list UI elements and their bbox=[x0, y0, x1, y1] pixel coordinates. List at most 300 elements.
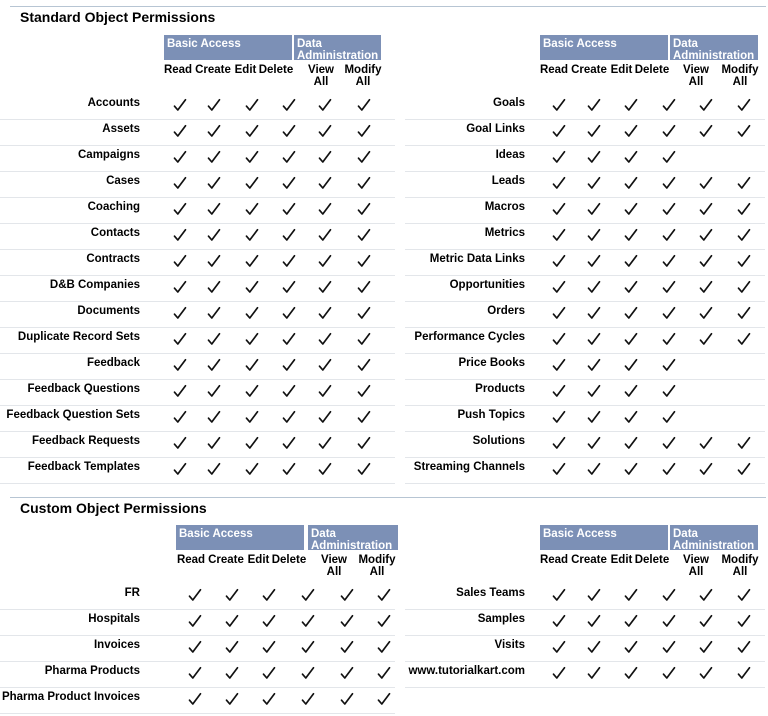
permission-row bbox=[0, 120, 395, 146]
object-label: Visits bbox=[494, 639, 525, 651]
permission-row bbox=[405, 120, 765, 146]
checkmark-icon bbox=[225, 666, 239, 680]
checkmark-icon bbox=[282, 280, 296, 294]
permission-row bbox=[405, 328, 765, 354]
checkmark-icon bbox=[699, 98, 713, 112]
checkmark-icon bbox=[552, 436, 566, 450]
permission-row bbox=[0, 354, 395, 380]
row-divider bbox=[405, 483, 765, 484]
checkmark-icon bbox=[662, 176, 676, 190]
permission-row bbox=[0, 610, 395, 636]
permission-row bbox=[405, 354, 765, 380]
checkmark-icon bbox=[357, 98, 371, 112]
permission-row bbox=[405, 94, 765, 120]
permission-row bbox=[0, 302, 395, 328]
checkmark-icon bbox=[340, 666, 354, 680]
column-header-view-all: View All bbox=[321, 554, 347, 578]
permission-row bbox=[405, 432, 765, 458]
checkmark-icon bbox=[699, 202, 713, 216]
permission-row bbox=[405, 276, 765, 302]
object-label: Documents bbox=[77, 305, 140, 317]
checkmark-icon bbox=[737, 462, 751, 476]
checkmark-icon bbox=[552, 614, 566, 628]
checkmark-icon bbox=[188, 588, 202, 602]
checkmark-icon bbox=[318, 150, 332, 164]
permission-row bbox=[405, 250, 765, 276]
checkmark-icon bbox=[737, 98, 751, 112]
checkmark-icon bbox=[188, 640, 202, 654]
checkmark-icon bbox=[318, 176, 332, 190]
checkmark-icon bbox=[245, 202, 259, 216]
checkmark-icon bbox=[587, 410, 601, 424]
permission-row bbox=[0, 662, 395, 688]
data-administration-group-header: Data Administration bbox=[308, 525, 398, 550]
checkmark-icon bbox=[662, 410, 676, 424]
checkmark-icon bbox=[357, 280, 371, 294]
checkmark-icon bbox=[699, 588, 713, 602]
checkmark-icon bbox=[552, 384, 566, 398]
object-label: Cases bbox=[106, 175, 140, 187]
checkmark-icon bbox=[225, 640, 239, 654]
checkmark-icon bbox=[624, 436, 638, 450]
column-header-delete: Delete bbox=[634, 554, 670, 566]
checkmark-icon bbox=[552, 306, 566, 320]
object-label: Opportunities bbox=[449, 279, 525, 291]
checkmark-icon bbox=[662, 306, 676, 320]
checkmark-icon bbox=[225, 692, 239, 706]
checkmark-icon bbox=[207, 462, 221, 476]
checkmark-icon bbox=[173, 462, 187, 476]
checkmark-icon bbox=[282, 228, 296, 242]
checkmark-icon bbox=[340, 692, 354, 706]
checkmark-icon bbox=[173, 228, 187, 242]
checkmark-icon bbox=[624, 614, 638, 628]
checkmark-icon bbox=[318, 254, 332, 268]
checkmark-icon bbox=[282, 150, 296, 164]
row-divider bbox=[0, 713, 395, 714]
permission-row bbox=[405, 610, 765, 636]
data-administration-group-header: Data Administration bbox=[670, 35, 758, 60]
checkmark-icon bbox=[624, 254, 638, 268]
object-label: Solutions bbox=[472, 435, 525, 447]
checkmark-icon bbox=[624, 98, 638, 112]
checkmark-icon bbox=[188, 614, 202, 628]
permission-row bbox=[0, 94, 395, 120]
checkmark-icon bbox=[318, 410, 332, 424]
checkmark-icon bbox=[587, 588, 601, 602]
column-header-create: Create bbox=[208, 554, 244, 566]
checkmark-icon bbox=[207, 176, 221, 190]
checkmark-icon bbox=[587, 384, 601, 398]
checkmark-icon bbox=[587, 254, 601, 268]
checkmark-icon bbox=[699, 436, 713, 450]
checkmark-icon bbox=[377, 640, 391, 654]
checkmark-icon bbox=[737, 436, 751, 450]
checkmark-icon bbox=[737, 254, 751, 268]
checkmark-icon bbox=[318, 384, 332, 398]
checkmark-icon bbox=[357, 228, 371, 242]
column-header-read: Read bbox=[539, 64, 569, 76]
permission-row bbox=[0, 380, 395, 406]
checkmark-icon bbox=[624, 588, 638, 602]
checkmark-icon bbox=[282, 384, 296, 398]
checkmark-icon bbox=[624, 332, 638, 346]
checkmark-icon bbox=[245, 436, 259, 450]
permission-row bbox=[405, 636, 765, 662]
permission-row bbox=[0, 250, 395, 276]
checkmark-icon bbox=[699, 332, 713, 346]
basic-access-group-header: Basic Access bbox=[164, 35, 292, 60]
checkmark-icon bbox=[245, 124, 259, 138]
checkmark-icon bbox=[737, 588, 751, 602]
basic-access-group-header: Basic Access bbox=[176, 525, 304, 550]
permission-row bbox=[405, 380, 765, 406]
permission-row bbox=[0, 688, 395, 714]
section-title: Custom Object Permissions bbox=[20, 500, 207, 516]
object-label: Feedback bbox=[86, 357, 140, 369]
checkmark-icon bbox=[624, 462, 638, 476]
object-label: Performance Cycles bbox=[414, 331, 525, 343]
checkmark-icon bbox=[207, 306, 221, 320]
checkmark-icon bbox=[207, 202, 221, 216]
checkmark-icon bbox=[624, 280, 638, 294]
checkmark-icon bbox=[282, 436, 296, 450]
checkmark-icon bbox=[587, 614, 601, 628]
checkmark-icon bbox=[282, 98, 296, 112]
checkmark-icon bbox=[587, 666, 601, 680]
checkmark-icon bbox=[207, 410, 221, 424]
checkmark-icon bbox=[662, 436, 676, 450]
checkmark-icon bbox=[318, 436, 332, 450]
row-divider bbox=[405, 687, 765, 688]
column-header-edit: Edit bbox=[234, 64, 257, 76]
checkmark-icon bbox=[282, 254, 296, 268]
checkmark-icon bbox=[245, 384, 259, 398]
permission-row bbox=[0, 172, 395, 198]
column-header-read: Read bbox=[176, 554, 206, 566]
column-header-view-all: View All bbox=[683, 64, 709, 88]
checkmark-icon bbox=[282, 462, 296, 476]
checkmark-icon bbox=[207, 332, 221, 346]
checkmark-icon bbox=[207, 254, 221, 268]
object-label: Leads bbox=[491, 175, 525, 187]
checkmark-icon bbox=[301, 588, 315, 602]
object-label: Metric Data Links bbox=[429, 253, 525, 265]
checkmark-icon bbox=[662, 202, 676, 216]
checkmark-icon bbox=[245, 176, 259, 190]
checkmark-icon bbox=[188, 666, 202, 680]
checkmark-icon bbox=[357, 358, 371, 372]
checkmark-icon bbox=[377, 666, 391, 680]
checkmark-icon bbox=[587, 332, 601, 346]
permission-row bbox=[405, 584, 765, 610]
checkmark-icon bbox=[245, 254, 259, 268]
object-label: Hospitals bbox=[88, 613, 140, 625]
checkmark-icon bbox=[662, 588, 676, 602]
checkmark-icon bbox=[282, 410, 296, 424]
checkmark-icon bbox=[245, 228, 259, 242]
checkmark-icon bbox=[282, 306, 296, 320]
checkmark-icon bbox=[699, 124, 713, 138]
custom-permissions-table-right bbox=[405, 499, 765, 677]
checkmark-icon bbox=[173, 358, 187, 372]
checkmark-icon bbox=[282, 124, 296, 138]
checkmark-icon bbox=[377, 588, 391, 602]
checkmark-icon bbox=[207, 358, 221, 372]
checkmark-icon bbox=[624, 306, 638, 320]
checkmark-icon bbox=[737, 614, 751, 628]
section-title: Standard Object Permissions bbox=[20, 9, 216, 25]
checkmark-icon bbox=[699, 306, 713, 320]
checkmark-icon bbox=[357, 254, 371, 268]
checkmark-icon bbox=[340, 640, 354, 654]
column-header-modify-all: Modify All bbox=[344, 64, 382, 88]
checkmark-icon bbox=[173, 410, 187, 424]
checkmark-icon bbox=[662, 384, 676, 398]
checkmark-icon bbox=[207, 384, 221, 398]
checkmark-icon bbox=[662, 124, 676, 138]
checkmark-icon bbox=[662, 332, 676, 346]
checkmark-icon bbox=[662, 462, 676, 476]
checkmark-icon bbox=[173, 124, 187, 138]
standard-permissions-table-right bbox=[405, 8, 765, 473]
checkmark-icon bbox=[624, 150, 638, 164]
checkmark-icon bbox=[262, 588, 276, 602]
checkmark-icon bbox=[662, 280, 676, 294]
checkmark-icon bbox=[552, 124, 566, 138]
checkmark-icon bbox=[587, 150, 601, 164]
checkmark-icon bbox=[699, 614, 713, 628]
column-header-view-all: View All bbox=[308, 64, 334, 88]
row-divider bbox=[0, 483, 395, 484]
object-label: Price Books bbox=[458, 357, 525, 369]
object-label: www.tutorialkart.com bbox=[408, 665, 525, 677]
checkmark-icon bbox=[173, 98, 187, 112]
checkmark-icon bbox=[173, 384, 187, 398]
checkmark-icon bbox=[377, 614, 391, 628]
permission-row bbox=[405, 224, 765, 250]
checkmark-icon bbox=[301, 614, 315, 628]
checkmark-icon bbox=[587, 306, 601, 320]
checkmark-icon bbox=[318, 228, 332, 242]
checkmark-icon bbox=[357, 436, 371, 450]
checkmark-icon bbox=[737, 306, 751, 320]
checkmark-icon bbox=[282, 332, 296, 346]
permission-row bbox=[405, 406, 765, 432]
data-administration-group-header: Data Administration bbox=[294, 35, 381, 60]
checkmark-icon bbox=[207, 436, 221, 450]
object-label: D&B Companies bbox=[49, 279, 140, 291]
checkmark-icon bbox=[587, 176, 601, 190]
checkmark-icon bbox=[662, 614, 676, 628]
checkmark-icon bbox=[173, 150, 187, 164]
checkmark-icon bbox=[624, 640, 638, 654]
checkmark-icon bbox=[737, 280, 751, 294]
checkmark-icon bbox=[587, 436, 601, 450]
object-label: Assets bbox=[102, 123, 140, 135]
permission-row bbox=[0, 406, 395, 432]
object-label: Contracts bbox=[86, 253, 140, 265]
checkmark-icon bbox=[737, 124, 751, 138]
column-header-create: Create bbox=[571, 554, 607, 566]
checkmark-icon bbox=[624, 358, 638, 372]
column-header-view-all: View All bbox=[683, 554, 709, 578]
checkmark-icon bbox=[318, 124, 332, 138]
checkmark-icon bbox=[587, 228, 601, 242]
checkmark-icon bbox=[587, 98, 601, 112]
permission-row bbox=[0, 458, 395, 484]
checkmark-icon bbox=[662, 150, 676, 164]
checkmark-icon bbox=[262, 666, 276, 680]
checkmark-icon bbox=[357, 150, 371, 164]
checkmark-icon bbox=[662, 640, 676, 654]
checkmark-icon bbox=[318, 462, 332, 476]
column-header-delete: Delete bbox=[271, 554, 307, 566]
column-header-modify-all: Modify All bbox=[358, 554, 396, 578]
checkmark-icon bbox=[699, 666, 713, 680]
object-label: Streaming Channels bbox=[413, 461, 525, 473]
checkmark-icon bbox=[624, 666, 638, 680]
checkmark-icon bbox=[552, 228, 566, 242]
checkmark-icon bbox=[245, 410, 259, 424]
object-label: Ideas bbox=[495, 149, 525, 161]
checkmark-icon bbox=[357, 202, 371, 216]
checkmark-icon bbox=[301, 692, 315, 706]
custom-permissions-table-left bbox=[0, 499, 396, 703]
checkmark-icon bbox=[587, 358, 601, 372]
checkmark-icon bbox=[282, 202, 296, 216]
checkmark-icon bbox=[624, 202, 638, 216]
checkmark-icon bbox=[173, 306, 187, 320]
checkmark-icon bbox=[301, 666, 315, 680]
basic-access-group-header: Basic Access bbox=[540, 35, 668, 60]
checkmark-icon bbox=[377, 692, 391, 706]
object-label: Samples bbox=[477, 613, 525, 625]
object-label: Goal Links bbox=[466, 123, 525, 135]
checkmark-icon bbox=[282, 176, 296, 190]
checkmark-icon bbox=[207, 124, 221, 138]
checkmark-icon bbox=[552, 98, 566, 112]
checkmark-icon bbox=[552, 666, 566, 680]
checkmark-icon bbox=[737, 202, 751, 216]
checkmark-icon bbox=[173, 202, 187, 216]
checkmark-icon bbox=[737, 666, 751, 680]
object-label: Sales Teams bbox=[456, 587, 525, 599]
standard-permissions-table-left bbox=[0, 8, 395, 473]
checkmark-icon bbox=[699, 462, 713, 476]
checkmark-icon bbox=[587, 280, 601, 294]
checkmark-icon bbox=[699, 640, 713, 654]
checkmark-icon bbox=[207, 150, 221, 164]
object-label: Macros bbox=[484, 201, 525, 213]
permission-row bbox=[0, 636, 395, 662]
column-header-delete: Delete bbox=[258, 64, 294, 76]
column-header-modify-all: Modify All bbox=[721, 64, 759, 88]
column-header-edit: Edit bbox=[610, 554, 633, 566]
data-administration-group-header: Data Administration bbox=[670, 525, 758, 550]
permission-row bbox=[0, 224, 395, 250]
checkmark-icon bbox=[624, 228, 638, 242]
checkmark-icon bbox=[340, 614, 354, 628]
checkmark-icon bbox=[318, 202, 332, 216]
checkmark-icon bbox=[662, 254, 676, 268]
checkmark-icon bbox=[225, 614, 239, 628]
checkmark-icon bbox=[340, 588, 354, 602]
checkmark-icon bbox=[699, 228, 713, 242]
checkmark-icon bbox=[699, 254, 713, 268]
permission-row bbox=[0, 432, 395, 458]
checkmark-icon bbox=[699, 280, 713, 294]
object-label: Orders bbox=[487, 305, 525, 317]
checkmark-icon bbox=[357, 410, 371, 424]
permission-row bbox=[405, 662, 765, 688]
checkmark-icon bbox=[552, 462, 566, 476]
checkmark-icon bbox=[552, 358, 566, 372]
checkmark-icon bbox=[357, 176, 371, 190]
checkmark-icon bbox=[587, 640, 601, 654]
permission-row bbox=[0, 198, 395, 224]
object-label: Duplicate Record Sets bbox=[17, 331, 140, 343]
checkmark-icon bbox=[624, 176, 638, 190]
permission-row bbox=[0, 328, 395, 354]
checkmark-icon bbox=[318, 98, 332, 112]
checkmark-icon bbox=[357, 332, 371, 346]
object-label: Feedback Templates bbox=[27, 461, 140, 473]
checkmark-icon bbox=[207, 228, 221, 242]
checkmark-icon bbox=[173, 436, 187, 450]
checkmark-icon bbox=[282, 358, 296, 372]
column-header-delete: Delete bbox=[634, 64, 670, 76]
object-label: Pharma Product Invoices bbox=[1, 691, 140, 703]
checkmark-icon bbox=[188, 692, 202, 706]
checkmark-icon bbox=[624, 384, 638, 398]
checkmark-icon bbox=[699, 176, 713, 190]
column-header-edit: Edit bbox=[247, 554, 270, 566]
checkmark-icon bbox=[552, 176, 566, 190]
column-header-edit: Edit bbox=[610, 64, 633, 76]
checkmark-icon bbox=[552, 588, 566, 602]
object-label: Contacts bbox=[90, 227, 140, 239]
checkmark-icon bbox=[357, 306, 371, 320]
object-label: Metrics bbox=[484, 227, 525, 239]
object-label: Goals bbox=[493, 97, 525, 109]
checkmark-icon bbox=[245, 280, 259, 294]
object-label: Products bbox=[475, 383, 525, 395]
object-label: Feedback Question Sets bbox=[6, 409, 140, 421]
permission-row bbox=[405, 198, 765, 224]
checkmark-icon bbox=[624, 410, 638, 424]
checkmark-icon bbox=[173, 176, 187, 190]
checkmark-icon bbox=[207, 98, 221, 112]
column-header-modify-all: Modify All bbox=[721, 554, 759, 578]
column-header-create: Create bbox=[571, 64, 607, 76]
object-label: Campaigns bbox=[78, 149, 140, 161]
permission-row bbox=[405, 172, 765, 198]
checkmark-icon bbox=[245, 332, 259, 346]
checkmark-icon bbox=[173, 254, 187, 268]
basic-access-group-header: Basic Access bbox=[540, 525, 668, 550]
checkmark-icon bbox=[737, 228, 751, 242]
column-header-read: Read bbox=[539, 554, 569, 566]
checkmark-icon bbox=[245, 150, 259, 164]
checkmark-icon bbox=[245, 462, 259, 476]
object-label: Pharma Products bbox=[44, 665, 140, 677]
checkmark-icon bbox=[262, 692, 276, 706]
object-label: Feedback Requests bbox=[31, 435, 140, 447]
object-label: Invoices bbox=[93, 639, 140, 651]
checkmark-icon bbox=[225, 588, 239, 602]
permission-row bbox=[405, 302, 765, 328]
